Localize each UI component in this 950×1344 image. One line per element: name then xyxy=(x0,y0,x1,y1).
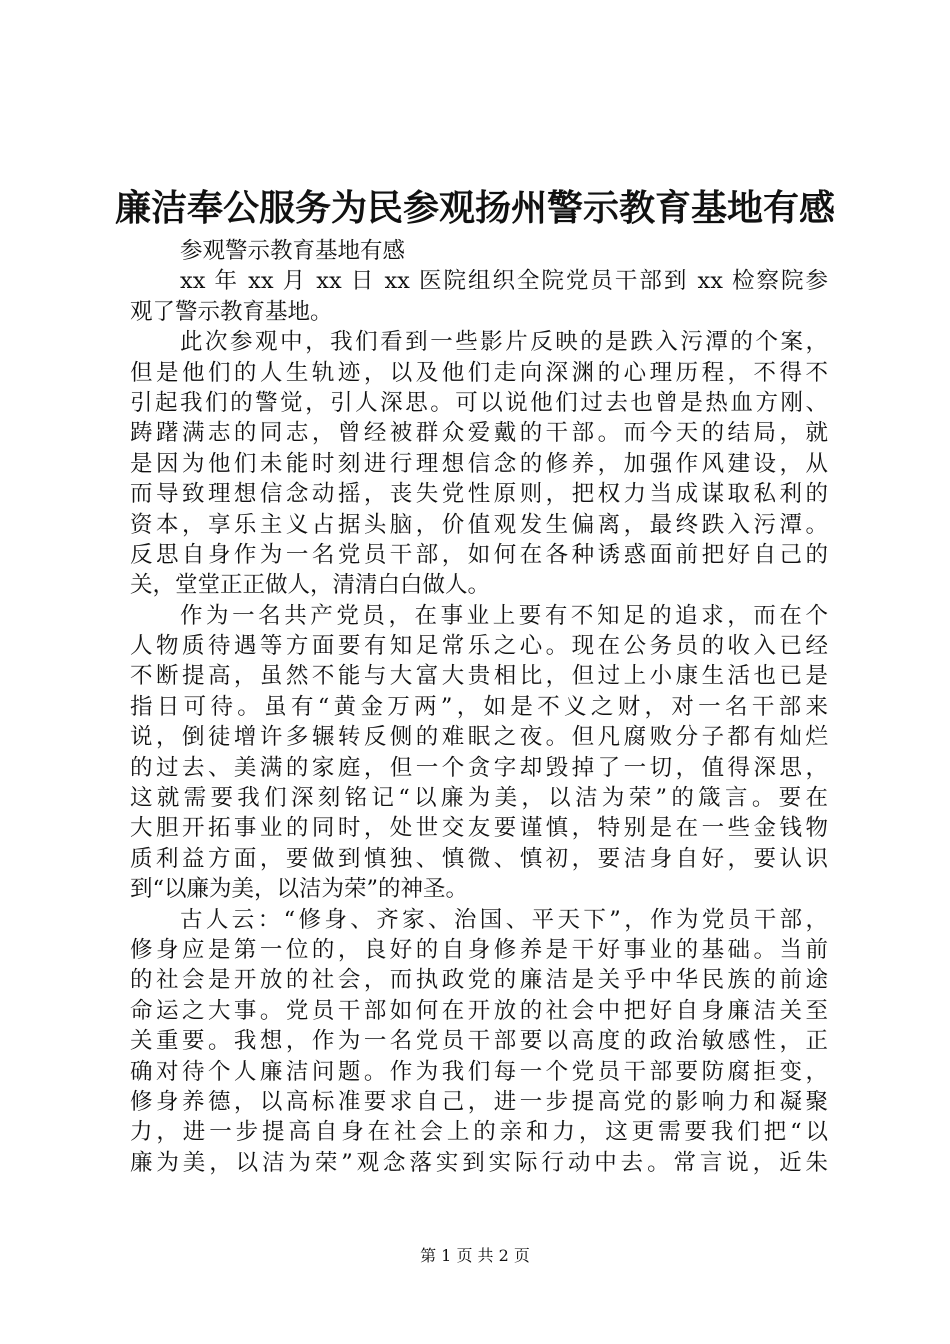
paragraph-line: 大胆开拓事业的同时，处世交友要谨慎，特别是在一些金钱物 xyxy=(130,815,828,842)
document-body xyxy=(130,236,828,1178)
paragraph-line: 的过去、美满的家庭，但一个贪字却毁掉了一切，值得深思， xyxy=(130,754,828,781)
paragraph-line: 人物质待遇等方面要有知足常乐之心。现在公务员的收入已经 xyxy=(130,633,828,660)
paragraph-line: 这就需要我们深刻铭记“以廉为美，以洁为荣”的箴言。要在 xyxy=(130,785,828,812)
paragraph-line: 但是他们的人生轨迹，以及他们走向深渊的心理历程，不得不 xyxy=(130,359,828,386)
paragraph-line: xx 年 xx 月 xx 日 xx 医院组织全院党员干部到 xx 检察院参 xyxy=(180,268,828,295)
paragraph-line: 古人云：“修身、齐家、治国、平天下”，作为党员干部， xyxy=(180,906,828,933)
paragraph-line: 确对待个人廉洁问题。作为我们每一个党员干部要防腐拒变， xyxy=(130,1058,828,1085)
paragraph-line: 关，堂堂正正做人，清清白白做人。 xyxy=(130,572,491,599)
paragraph-line: 作为一名共产党员，在事业上要有不知足的追求，而在个 xyxy=(180,602,828,629)
paragraph-line: 资本，享乐主义占据头脑，价值观发生偏离，最终跌入污潭。 xyxy=(130,511,828,538)
paragraph-line: 的社会是开放的社会，而执政党的廉洁是关乎中华民族的前途 xyxy=(130,967,828,994)
paragraph-line: 此次参观中，我们看到一些影片反映的是跌入污潭的个案， xyxy=(180,329,828,356)
document-title: 廉洁奉公服务为民参观扬州警示教育基地有感 xyxy=(114,187,835,229)
paragraph-line: 是因为他们未能时刻进行理想信念的修养，加强作风建设，从 xyxy=(130,450,828,477)
paragraph-line: 修身应是第一位的，良好的自身修养是干好事业的基础。当前 xyxy=(130,936,828,963)
paragraph-line: 关重要。我想，作为一名党员干部要以高度的政治敏感性，正 xyxy=(130,1028,828,1055)
page-footer: 第 1 页 共 2 页 xyxy=(420,1246,530,1265)
subtitle-line: 参观警示教育基地有感 xyxy=(180,238,406,264)
paragraph-line: 到“以廉为美，以洁为荣”的神圣。 xyxy=(130,876,469,903)
paragraph-line: 而导致理想信念动摇，丧失党性原则，把权力当成谋取私利的 xyxy=(130,481,828,508)
paragraph-line: 力，进一步提高自身在社会上的亲和力，这更需要我们把“以 xyxy=(130,1119,828,1146)
paragraph-line: 踌躇满志的同志，曾经被群众爱戴的干部。而今天的结局，就 xyxy=(130,420,828,447)
paragraph-line: 质利益方面，要做到慎独、慎微、慎初，要洁身自好，要认识 xyxy=(130,845,828,872)
paragraph-line: 命运之大事。党员干部如何在开放的社会中把好自身廉洁关至 xyxy=(130,997,828,1024)
paragraph-line: 不断提高，虽然不能与大富大贵相比，但过上小康生活也已是 xyxy=(130,663,828,690)
paragraph-line: 反思自身作为一名党员干部，如何在各种诱惑面前把好自己的 xyxy=(130,541,828,568)
paragraph-line: 说，倒徒增许多辗转反侧的难眠之夜。但凡腐败分子都有灿烂 xyxy=(130,724,828,751)
paragraph-line: 修身养德，以高标准要求自己，进一步提高党的影响力和凝聚 xyxy=(130,1088,828,1115)
paragraph-line: 指日可待。虽有“黄金万两”，如是不义之财，对一名干部来 xyxy=(130,693,828,720)
paragraph-line: 廉为美，以洁为荣”观念落实到实际行动中去。常言说，近朱 xyxy=(130,1149,828,1176)
paragraph-line: 观了警示教育基地。 xyxy=(130,298,333,325)
paragraph-line: 引起我们的警觉，引人深思。可以说他们过去也曾是热血方刚、 xyxy=(130,389,828,416)
